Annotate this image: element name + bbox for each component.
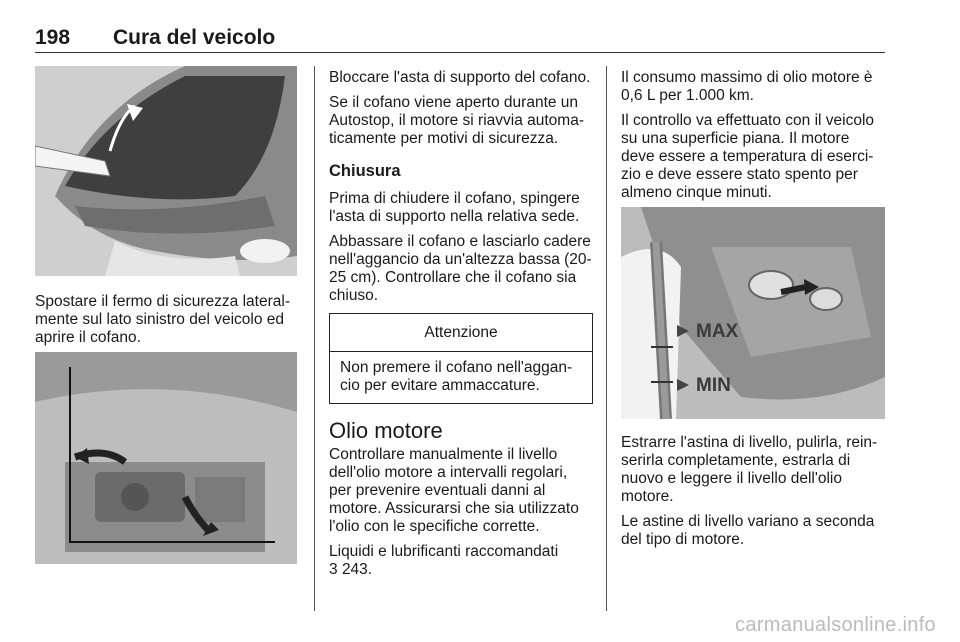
- paragraph-oil-check: Controllare manualmente il livello dell'olio motore a intervalli regolari, per prevenire eventuali danni al motore. Assicurarsi che sia utilizzato l'olio con le specifiche corrette.: [329, 446, 579, 535]
- column-1-text: [35, 293, 300, 354]
- engine-bay-illustration: [35, 352, 297, 564]
- warning-box: [329, 313, 593, 404]
- paragraph-lock-rod: Bloccare l'asta di supporto del cofano.: [329, 69, 591, 86]
- hood-opening-illustration: [35, 66, 297, 276]
- column-3-text-bottom: [621, 434, 887, 556]
- paragraph-dipstick-procedure: Estrarre l'astina di livello, pulirla, rein-serirla completamente, estrarla di nuovo e leggere il livello dell'olio motore.: [621, 434, 878, 505]
- column-divider-1: [314, 66, 315, 611]
- warning-body: Non premere il cofano nell'aggan-cio per evitare ammaccature.: [340, 359, 573, 394]
- cross-reference-arrow-icon[interactable]: 3: [329, 561, 338, 578]
- caption-hood-latch: Spostare il fermo di sicurezza lateral-mente sul lato sinistro del veicolo ed aprire il cofano.: [35, 293, 290, 346]
- column-divider-2: [606, 66, 607, 611]
- dipstick-min-label: MIN: [696, 375, 731, 396]
- dipstick-illustration: [621, 207, 885, 419]
- paragraph-dipstick-variants: Le astine di livello variano a seconda del tipo di motore.: [621, 513, 875, 548]
- paragraph-check-conditions: Il controllo va effettuato con il veicolo su una superficie piana. Il motore deve essere a temperatura di eserci-zio e deve essere stato spento per almeno cinque minuti.: [621, 112, 875, 201]
- heading-engine-oil: Olio motore: [329, 418, 443, 443]
- warning-title: Attenzione: [330, 314, 592, 352]
- fluids-text: Liquidi e lubrificanti raccomandati: [329, 543, 559, 560]
- paragraph-close-2: Abbassare il cofano e lasciarlo cadere nell'aggancio da un'altezza bassa (20-25 cm). Controllare che il cofano sia chiuso.: [329, 233, 592, 304]
- paragraph-autostop: Se il cofano viene aperto durante un Autostop, il motore si riavvia automa-ticamente per motivi di sicurezza.: [329, 94, 584, 147]
- watermark: carmanualsonline.info: [735, 614, 936, 636]
- heading-closing: Chiusura: [329, 162, 401, 180]
- page-header: [35, 22, 885, 53]
- column-3-text-top: [621, 69, 887, 209]
- column-2-text: [329, 69, 593, 579]
- paragraph-close-1: Prima di chiudere il cofano, spingere l'asta di supporto nella relativa sede.: [329, 190, 580, 225]
- paragraph-oil-consumption: Il consumo massimo di olio motore è 0,6 L per 1.000 km.: [621, 69, 873, 104]
- cross-reference-page[interactable]: 243.: [341, 561, 373, 578]
- section-title: Cura del veicolo: [113, 26, 276, 49]
- dipstick-max-label: MAX: [696, 321, 739, 342]
- page-number: 198: [35, 26, 71, 49]
- paragraph-fluids: [329, 543, 593, 579]
